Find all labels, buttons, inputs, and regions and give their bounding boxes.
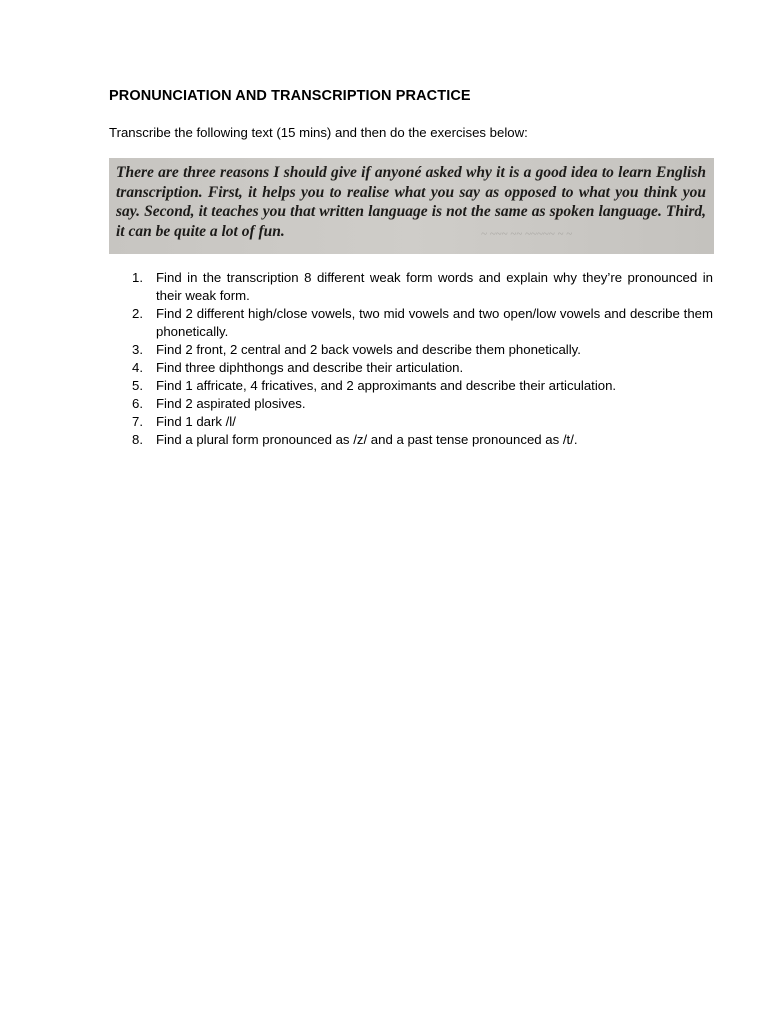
exercise-number: 8.: [132, 432, 143, 447]
exercise-number: 3.: [132, 342, 143, 357]
exercise-number: 2.: [132, 306, 143, 321]
exercise-item: [109, 305, 713, 341]
exercise-item: [109, 377, 713, 395]
exercise-text: Find in the transcription 8 different weak form words and explain why they’re pronounced in their weak form.: [156, 270, 713, 303]
exercise-text: Find three diphthongs and describe their articulation.: [156, 360, 464, 375]
exercise-number: 5.: [132, 378, 143, 393]
exercise-text: Find 2 aspirated plosives.: [156, 396, 306, 411]
scanned-passage-image: [109, 158, 714, 254]
exercise-text: Find a plural form pronounced as /z/ and a past tense pronounced as /t/.: [156, 432, 578, 447]
exercise-number: 4.: [132, 360, 143, 375]
exercise-item: [109, 413, 713, 431]
exercise-item: [109, 269, 713, 305]
exercise-item: [109, 431, 713, 449]
exercise-number: 6.: [132, 396, 143, 411]
exercise-item: [109, 359, 713, 377]
scan-bleed-through: ~ ~~~ ~~ ~~~~~ ~ ~: [481, 228, 573, 240]
exercise-text: Find 2 front, 2 central and 2 back vowels and describe them phonetically.: [156, 342, 581, 357]
exercise-number: 1.: [132, 270, 143, 285]
exercise-item: [109, 341, 713, 359]
exercise-text: Find 1 affricate, 4 fricatives, and 2 approximants and describe their articulation.: [156, 378, 617, 393]
scanned-passage-text: There are three reasons I should give if anyoné asked why it is a good idea to learn English transcription. First, it helps you to realise what you say as opposed to what you think you say. Second, it teaches you that written language is not the same as spoken language. Third, it can be quite a lot of fun.: [116, 164, 706, 240]
exercise-text: Find 1 dark /l/: [156, 414, 236, 429]
exercise-number: 7.: [132, 414, 143, 429]
exercise-item: [109, 395, 713, 413]
exercise-text: Find 2 different high/close vowels, two mid vowels and two open/low vowels and describe them phonetically.: [156, 306, 713, 339]
page-title: PRONUNCIATION AND TRANSCRIPTION PRACTICE: [109, 88, 471, 104]
instructions-text: Transcribe the following text (15 mins) and then do the exercises below:: [109, 125, 528, 140]
exercise-list: [109, 269, 713, 449]
